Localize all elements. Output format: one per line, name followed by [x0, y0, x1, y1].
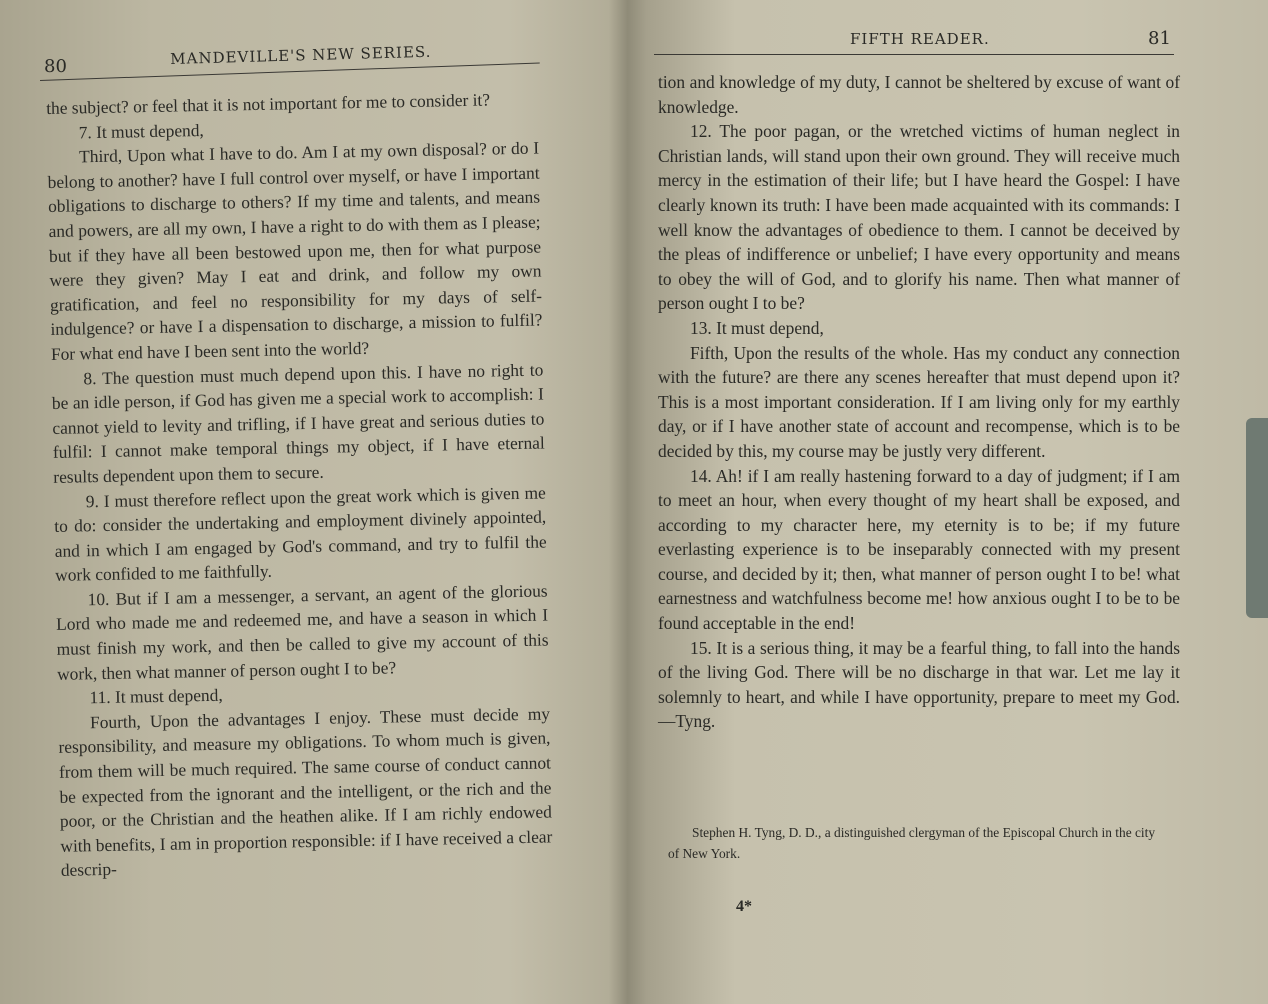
paragraph: 14. Ah! if I am really hastening forward to a day of judgment; if I am to meet an hour, when every thought of my heart shall be exposed, and according to my character here, my eternity is to be; if my future everlasting experience is to be inseparably connected with my present course, and decided by it; then, what manner of person ought I to be! what earnestness and watchfulness become me! how anxious ought I to be to be found acceptable in the end!: [658, 465, 1180, 634]
paragraph: Third, Upon what I have to do. Am I at my own disposal? or do I belong to another? have I full control over myself, or have I important obligations to discharge to others? If my time and talents, and means and powers, are all my own, I have a right to do with them as I please; but if they have all been bestowed upon me, then for what purpose were they given? May I eat and drink, and follow my own gratification, and feel no responsibility for my days of self-indulgence? or have I a dispensation to discharge, a mission to fulfil? For what end have I been sent into the world?: [47, 137, 543, 364]
paragraph: 10. But if I am a messenger, a servant, an agent of the glorious Lord who made me and redeemed me, and have a season in which I must finish my work, and then be called to give my account of this work, then what manner of person ought I to be?: [55, 580, 549, 684]
paragraph: tion and knowledge of my duty, I cannot be sheltered by excuse of want of knowledge.: [658, 72, 1180, 117]
page-edge-tab: [1246, 418, 1268, 618]
running-head: FIFTH READER.: [850, 30, 990, 48]
paragraph: 15. It is a serious thing, it may be a fearful thing, to fall into the hands of the living God. There will be no discharge in that war. Let me lay it solemnly to heart, and while I have opportunity, prepare to meet my God.—Tyng.: [658, 637, 1180, 732]
paragraph: 7. It must depend,: [78, 119, 204, 142]
paragraph: 11. It must depend,: [89, 684, 223, 708]
right-page: [640, 0, 1268, 1004]
running-head: MANDEVILLE'S NEW SERIES.: [170, 42, 432, 68]
paragraph: 12. The poor pagan, or the wretched victims of human neglect in Christian lands, will stand upon their own ground. They will receive much mercy in the estimation of their life; but I have heard the Gospel: I have clearly known its truth: I have been made acquainted with its commands: I well know the advantages of obedience to them. I cannot be deceived by the pleas of indifference or unbelief; I have every opportunity and means to obey the will of God, and to glorify his name. Then what manner of person ought I to be?: [658, 121, 1180, 314]
header-rule: [40, 63, 540, 81]
paragraph: Fourth, Upon the advantages I enjoy. These must decide my responsibility, and measure my obligations. To whom much is given, from them will be much required. The same course of conduct cannot be expected from the ignorant and the intelligent, or the rich and the poor, or the Christian and the heathen alike. If I am richly endowed with benefits, I am in proportion responsible: if I have received a clear descrip-: [58, 703, 553, 881]
footnote: Stephen H. Tyng, D. D., a distinguished clergyman of the Episcopal Church in the city of New York.: [668, 825, 1156, 861]
paragraph: 9. I must therefore reflect upon the great work which is given me to do: consider the undertaking and employment divinely appointed, and in which I am engaged by God's command, and try to fulfil the work confided to me faithfully.: [54, 481, 547, 586]
page-number: 81: [1148, 28, 1171, 49]
page-number: 80: [44, 56, 67, 77]
left-page: [0, 0, 590, 1004]
body-text: [46, 87, 553, 883]
header-rule: [654, 54, 1174, 55]
body-text: [658, 70, 1180, 734]
signature-mark: 4*: [736, 898, 752, 915]
paragraph: Fifth, Upon the results of the whole. Has my conduct any connection with the future? are there any scenes hereafter that must depend upon it? This is a most important consideration. If I am living only for my earthly day, or if I have another state of account and recompense, which is to be decided by this, my course may be justly very different.: [658, 342, 1180, 461]
paragraph: 8. The question must much depend upon this. I have no right to be an idle person, if God has given me a special work to accomplish: I cannot yield to levity and trifling, if I have great and serious duties to fulfil: I cannot make temporal things my object, if I have eternal results dependent upon them to secure.: [51, 359, 545, 487]
paragraph: 13. It must depend,: [690, 317, 824, 338]
paragraph: the subject? or feel that it is not important for me to consider it?: [46, 89, 491, 118]
